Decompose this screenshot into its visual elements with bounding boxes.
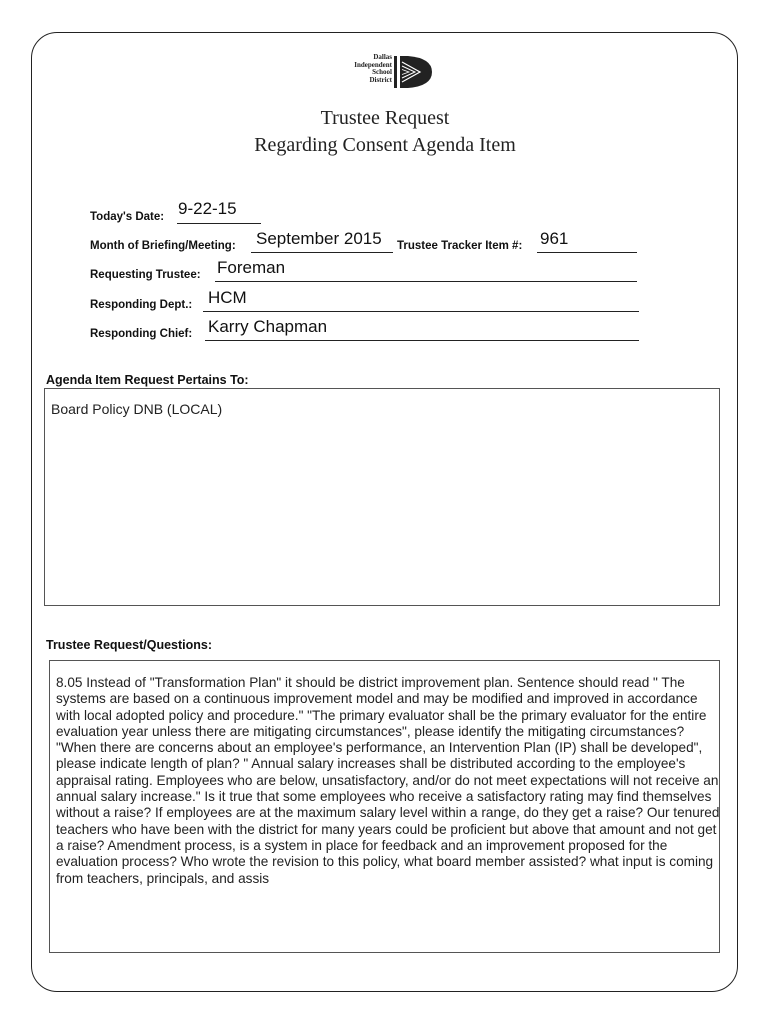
month-meeting-line (251, 252, 393, 253)
tracker-item-value: 961 (540, 229, 569, 248)
logo-line-district: District (369, 75, 392, 84)
month-meeting-label: Month of Briefing/Meeting: (90, 240, 236, 252)
dallas-isd-logo-icon (394, 56, 434, 88)
month-meeting-value: September 2015 (256, 229, 382, 248)
district-logo (330, 54, 440, 90)
responding-chief-line (205, 340, 639, 341)
agenda-item-box (44, 388, 720, 606)
responding-dept-label: Responding Dept.: (90, 299, 193, 311)
form-title: Trustee Request (320, 107, 450, 129)
agenda-item-label: Agenda Item Request Pertains To: (46, 373, 249, 387)
tracker-item-label: Trustee Tracker Item #: (397, 240, 523, 252)
logo-text (330, 54, 392, 84)
tracker-item-line (537, 252, 637, 253)
todays-date-line (177, 223, 261, 224)
requesting-trustee-value: Foreman (217, 258, 286, 277)
responding-dept-value: HCM (208, 288, 247, 307)
responding-chief-label: Responding Chief: (90, 328, 193, 340)
responding-dept-line (203, 311, 639, 312)
questions-box (49, 660, 720, 953)
responding-chief-value: Karry Chapman (208, 317, 328, 336)
todays-date-label: Today's Date: (90, 211, 165, 223)
form-subtitle: Regarding Consent Agenda Item (254, 134, 516, 156)
logo-line-dallas: Dallas (373, 53, 392, 61)
requesting-trustee-line (215, 281, 637, 282)
todays-date-value: 9-22-15 (178, 199, 237, 218)
logo-line-school: School (372, 68, 392, 77)
requesting-trustee-label: Requesting Trustee: (90, 269, 201, 281)
questions-text: 8.05 Instead of "Transformation Plan" it should be district improvement plan. Sentence should read " The systems are based on a continuous improvement model and may be modified and improved in accordance with local adopted policy and procedure." "The primary evaluator shall be the primary evaluator for the entire evaluation year unless there are mitigating circumstances", please identify the mitigating circumstances? "When there are concerns about an employee's performance, an Intervention Plan (IP) shall be developed", please indicate length of plan? " Annual salary increases shall be distributed according to the employee's appraisal rating. Employees who are below, unsatisfactory, and/or do not meet expectations will not receive an annual salary increase." Is it true that some employees who receive a satisfactory rating may find themselves without a raise? If employees are at the maximum salary level within a range, do they get a raise? Our tenured teachers who have been with the district for many years could be proficient but above that amount and not get a raise? Amendment process, is a system in place for feedback and an improvement proposed for the evaluation process? Who wrote the revision to this policy, what board member assisted? what input is coming from teachers, principals, and assis (56, 675, 720, 886)
agenda-item-text: Board Policy DNB (LOCAL) (51, 401, 223, 417)
questions-label: Trustee Request/Questions: (46, 638, 213, 652)
logo-line-independent: Independent (354, 60, 392, 69)
